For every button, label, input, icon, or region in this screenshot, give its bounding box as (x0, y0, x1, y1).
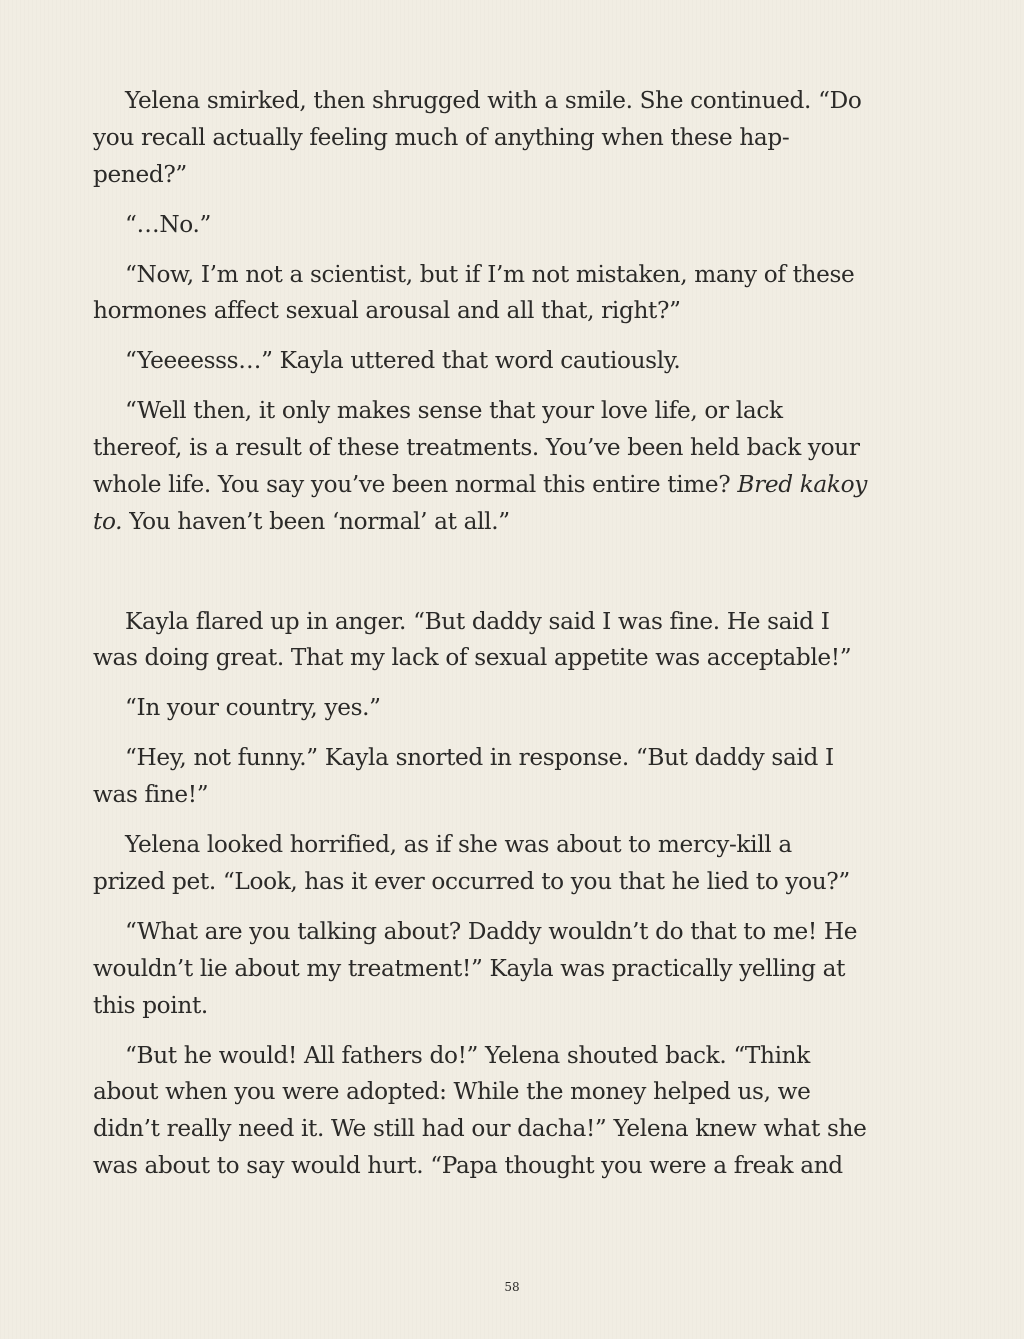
text-line (93, 864, 943, 901)
text-segment: whole life. You say you’ve been normal this entire time? (93, 470, 738, 498)
text-segment: “But he would! All fathers do!” Yelena shouted back. “Think (125, 1041, 810, 1069)
text-line (93, 430, 943, 467)
page-number: 58 (504, 1280, 520, 1294)
text-line (93, 1148, 943, 1185)
paragraph (93, 1038, 943, 1185)
text-line (93, 1038, 943, 1075)
text-line (93, 1074, 943, 1111)
text-segment: you recall actually feeling much of anything when these hap- (93, 123, 790, 151)
text-segment: this point. (93, 991, 208, 1019)
text-segment: thereof, is a result of these treatments. You’ve been held back your (93, 434, 860, 462)
text-segment: prized pet. “Look, has it ever occurred to you that he lied to you?” (93, 868, 850, 896)
text-segment: pened?” (93, 160, 187, 188)
text-line (93, 120, 943, 157)
text-segment: didn’t really need it. We still had our dacha!” Yelena knew what she (93, 1115, 867, 1143)
text-line (93, 988, 943, 1025)
paragraph (93, 393, 943, 540)
text-line (93, 951, 943, 988)
italic-text: Bred kakoy (737, 470, 867, 498)
text-segment: was doing great. That my lack of sexual appetite was acceptable!” (93, 644, 852, 672)
text-line (93, 640, 943, 677)
text-line (93, 293, 943, 330)
text-line (93, 393, 943, 430)
text-segment: You haven’t been ‘normal’ at all.” (122, 507, 510, 535)
text-line (93, 83, 943, 120)
text-line (93, 604, 943, 641)
text-segment: was fine!” (93, 781, 209, 809)
paragraph (93, 343, 943, 380)
text-segment: “Hey, not funny.” Kayla snorted in response. “But daddy said I (125, 744, 834, 772)
text-line (93, 827, 943, 864)
text-segment: “…No.” (125, 210, 212, 238)
body-text (93, 83, 943, 1198)
text-segment: Kayla flared up in anger. “But daddy said I was fine. He said I (125, 607, 830, 635)
text-line (93, 740, 943, 777)
paragraph (93, 740, 943, 814)
text-line (93, 343, 943, 380)
text-segment: “Now, I’m not a scientist, but if I’m not mistaken, many of these (125, 260, 855, 288)
text-segment: was about to say would hurt. “Papa thought you were a freak and (93, 1151, 843, 1179)
text-line (93, 257, 943, 294)
text-line (93, 690, 943, 727)
paragraph (93, 257, 943, 331)
text-segment: about when you were adopted: While the money helped us, we (93, 1078, 811, 1106)
paragraph (93, 827, 943, 901)
text-segment: “Well then, it only makes sense that your love life, or lack (125, 397, 783, 425)
paragraph (93, 83, 943, 193)
text-segment: wouldn’t lie about my treatment!” Kayla was practically yelling at (93, 954, 846, 982)
paragraph (93, 207, 943, 244)
text-segment: Yelena looked horrified, as if she was about to mercy-kill a (125, 831, 792, 859)
italic-text: to. (93, 507, 123, 535)
text-segment: “Yeeeesss…” Kayla uttered that word cautiously. (125, 347, 681, 375)
text-line (93, 157, 943, 194)
text-line (93, 207, 943, 244)
text-line (93, 1111, 943, 1148)
text-line (93, 914, 943, 951)
paragraph (93, 690, 943, 727)
text-line (93, 504, 943, 541)
text-segment: “In your country, yes.” (125, 694, 381, 722)
text-line (93, 467, 943, 504)
text-segment: Yelena smirked, then shrugged with a smile. She continued. “Do (125, 87, 862, 114)
paragraph (93, 604, 943, 678)
text-line (93, 777, 943, 814)
text-segment: “What are you talking about? Daddy wouldn’t do that to me! He (125, 918, 858, 946)
paragraph (93, 914, 943, 1024)
paragraph-spacer (93, 554, 943, 591)
text-segment: hormones affect sexual arousal and all that, right?” (93, 297, 681, 325)
